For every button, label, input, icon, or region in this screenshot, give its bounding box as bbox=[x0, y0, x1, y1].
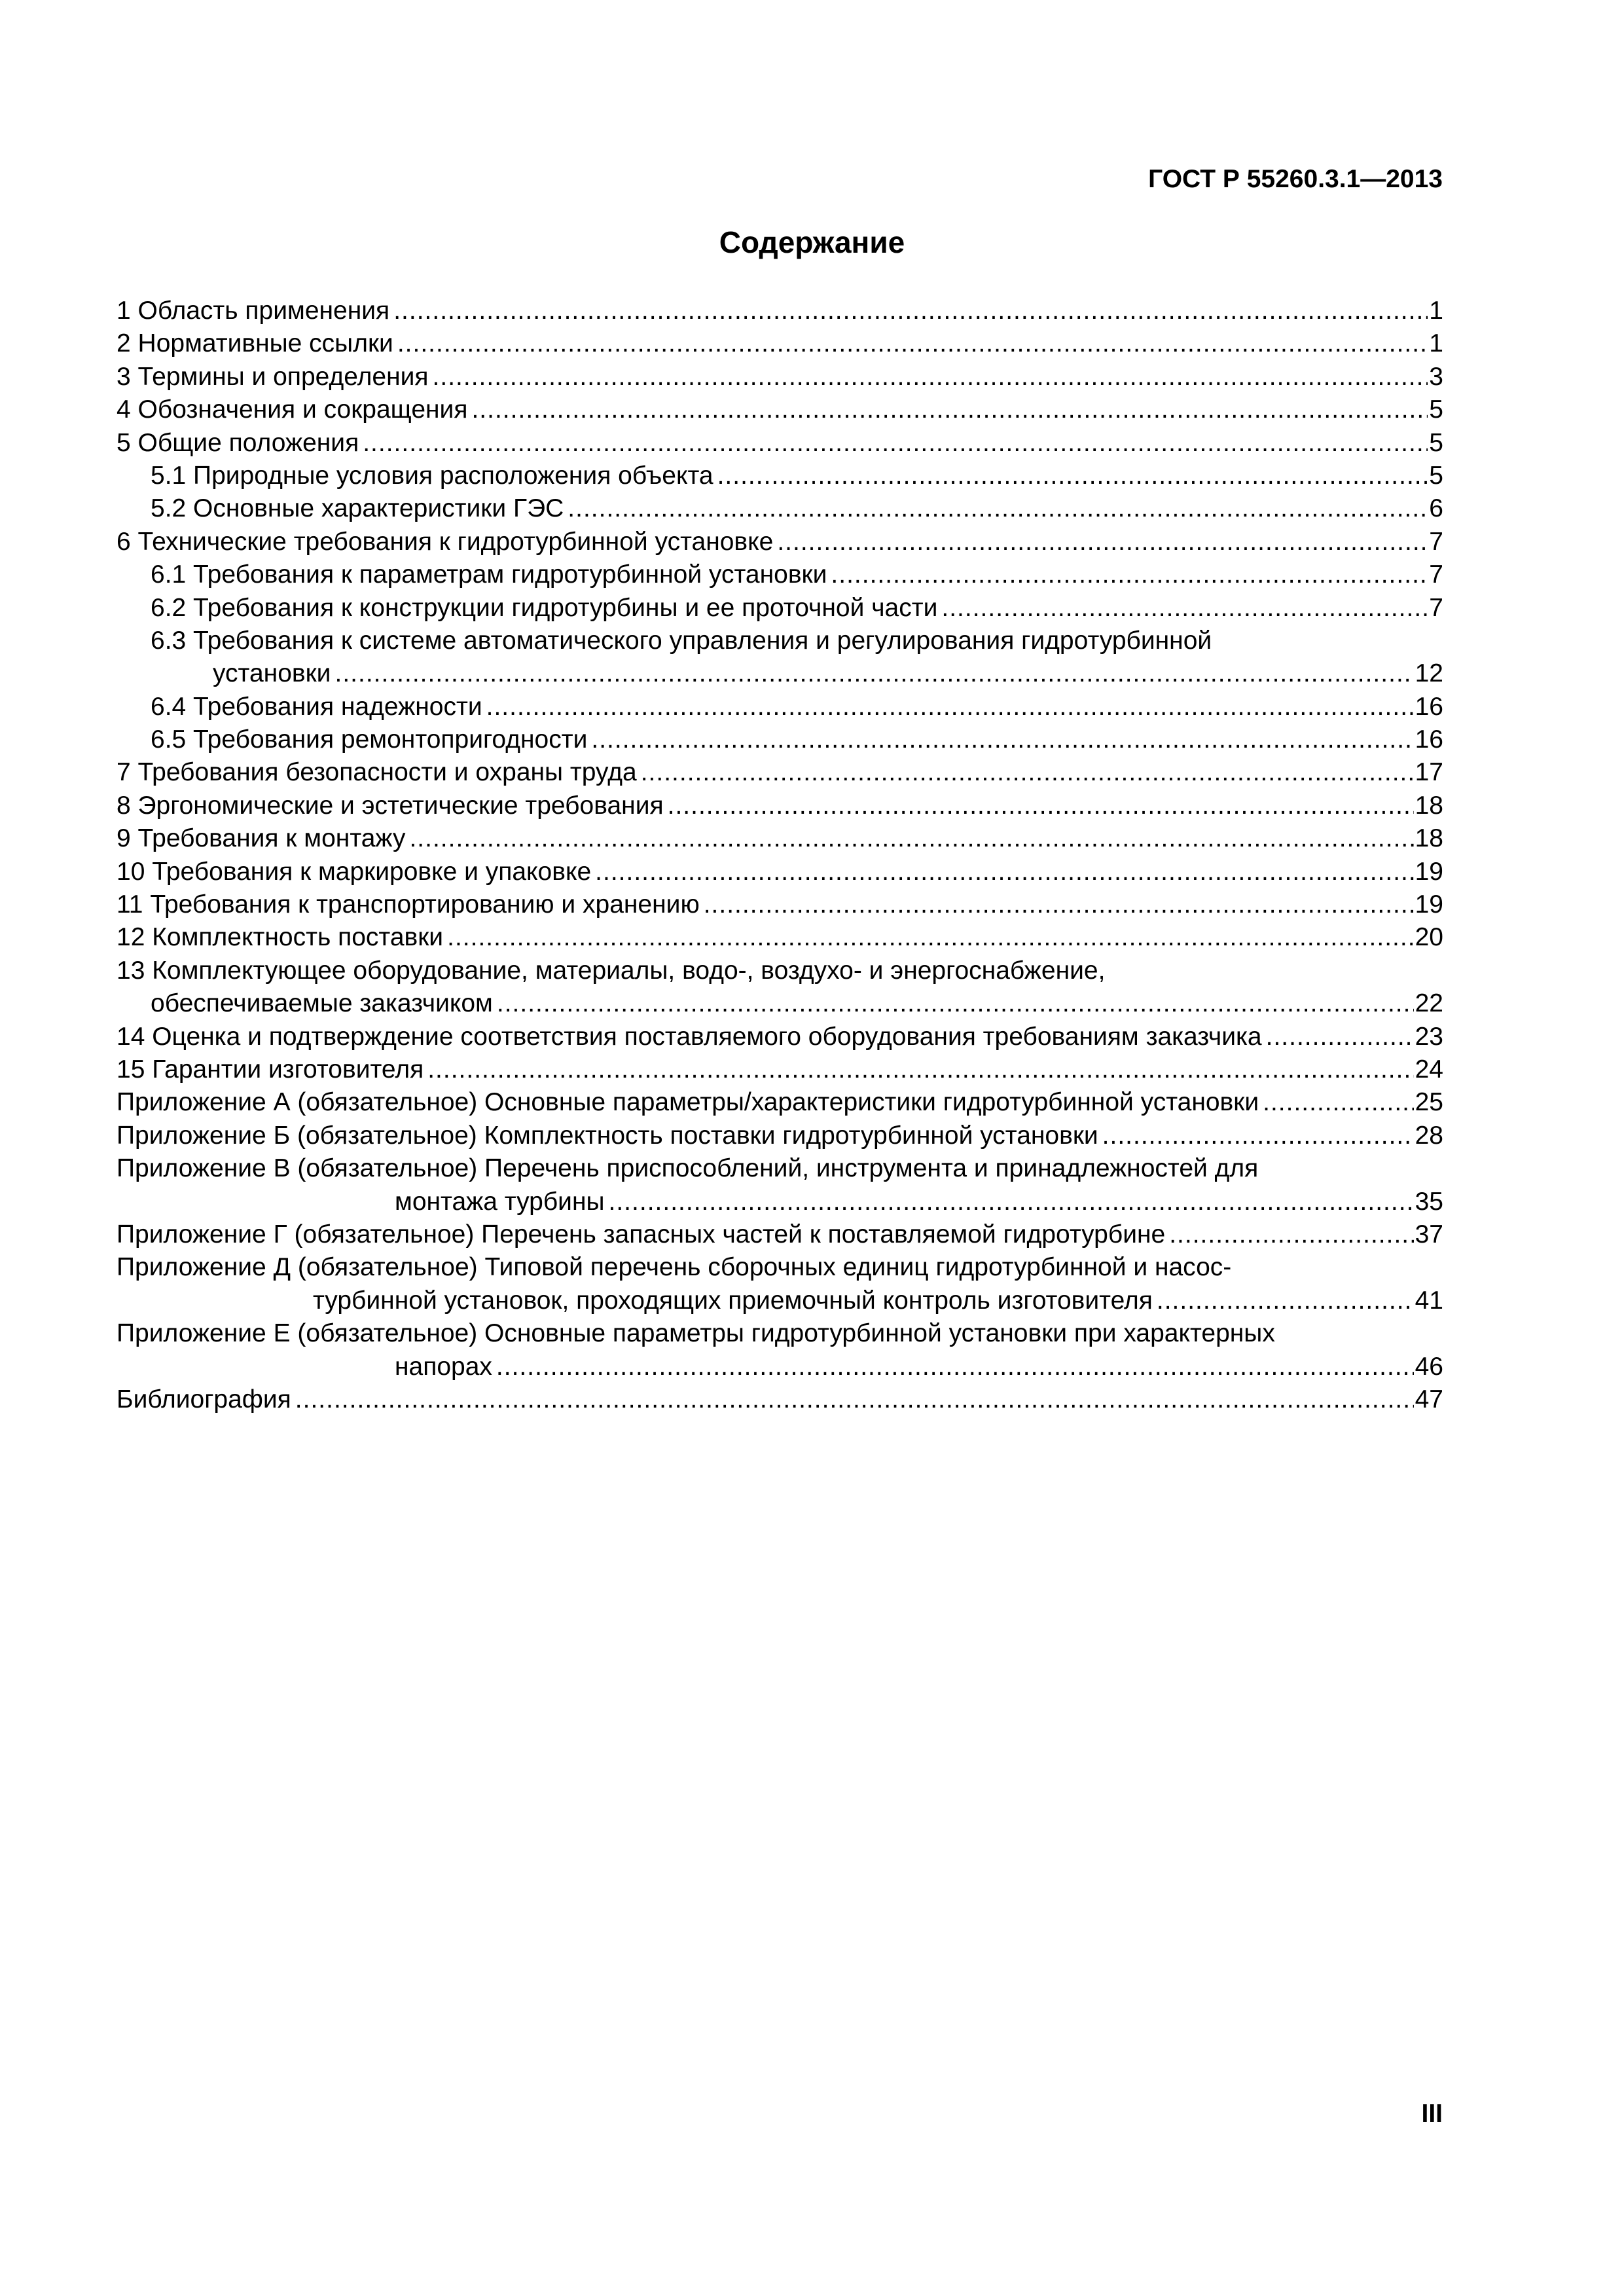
toc-entry-page: 1 bbox=[1429, 297, 1443, 325]
toc-entry-label-continued: монтажа турбины bbox=[395, 1187, 605, 1216]
leader-dots bbox=[497, 987, 1414, 1020]
toc-entry-page: 20 bbox=[1415, 923, 1443, 952]
toc-entry-label: 6.4 Требования надежности bbox=[151, 692, 482, 721]
table-of-contents bbox=[117, 295, 1443, 1416]
toc-entry-page: 5 bbox=[1429, 461, 1443, 490]
toc-entry-6[interactable] bbox=[117, 526, 1443, 558]
leader-dots bbox=[568, 492, 1428, 525]
toc-entry-11[interactable] bbox=[117, 888, 1443, 921]
leader-dots bbox=[595, 856, 1413, 888]
leader-dots bbox=[433, 361, 1428, 393]
leader-dots bbox=[941, 592, 1428, 625]
toc-entry-page: 47 bbox=[1415, 1385, 1443, 1413]
toc-entry-8[interactable] bbox=[117, 790, 1443, 822]
toc-entry-label: 10 Требования к маркировке и упаковке bbox=[117, 857, 592, 886]
toc-entry-label: Приложение Е (обязательное) Основные параметры гидротурбинной установки при характерных bbox=[117, 1319, 1275, 1348]
leader-dots bbox=[668, 790, 1414, 822]
leader-dots bbox=[591, 723, 1413, 756]
toc-entry-page: 6 bbox=[1429, 494, 1443, 523]
toc-entry-9[interactable] bbox=[117, 822, 1443, 855]
page-number: III bbox=[1421, 2100, 1443, 2128]
toc-entry-14[interactable] bbox=[117, 1021, 1443, 1053]
toc-entry-page: 1 bbox=[1429, 329, 1443, 358]
leader-dots bbox=[717, 460, 1428, 492]
toc-entry-6-5[interactable] bbox=[117, 723, 1443, 756]
toc-entry-page: 19 bbox=[1415, 890, 1443, 919]
toc-entry-page: 16 bbox=[1415, 725, 1443, 754]
toc-entry-label: Библиография bbox=[117, 1385, 291, 1413]
toc-entry-label: 6.5 Требования ремонтопригодности bbox=[151, 725, 588, 754]
toc-entry-page: 46 bbox=[1415, 1352, 1443, 1381]
toc-entry-6-3[interactable] bbox=[117, 625, 1443, 691]
toc-entry-label: 5.2 Основные характеристики ГЭС bbox=[151, 494, 564, 523]
toc-entry-label: Приложение А (обязательное) Основные параметры/характеристики гидротурбинной установки bbox=[117, 1088, 1259, 1117]
toc-entry-page: 12 bbox=[1415, 659, 1443, 688]
leader-dots bbox=[363, 427, 1428, 460]
toc-entry-page: 5 bbox=[1429, 428, 1443, 457]
toc-entry-appendix-a[interactable] bbox=[117, 1086, 1443, 1119]
leader-dots bbox=[471, 393, 1428, 426]
toc-entry-label: 6.2 Требования к конструкции гидротурбины и ее проточной части bbox=[151, 593, 938, 622]
leader-dots bbox=[295, 1383, 1414, 1416]
toc-entry-label: 15 Гарантии изготовителя bbox=[117, 1055, 424, 1084]
toc-entry-appendix-e[interactable] bbox=[117, 1317, 1443, 1383]
toc-entry-7[interactable] bbox=[117, 756, 1443, 789]
leader-dots bbox=[1169, 1218, 1413, 1251]
toc-entry-label: Приложение Г (обязательное) Перечень запасных частей к поставляемой гидротурбине bbox=[117, 1220, 1166, 1248]
toc-entry-page: 35 bbox=[1415, 1187, 1443, 1216]
toc-entry-5-2[interactable] bbox=[117, 492, 1443, 525]
toc-entry-label: Приложение Б (обязательное) Комплектность поставки гидротурбинной установки bbox=[117, 1121, 1098, 1150]
toc-entry-page: 17 bbox=[1415, 758, 1443, 787]
toc-entry-page: 24 bbox=[1415, 1055, 1443, 1084]
toc-entry-page: 18 bbox=[1415, 791, 1443, 820]
toc-entry-15[interactable] bbox=[117, 1053, 1443, 1086]
toc-entry-page: 25 bbox=[1415, 1088, 1443, 1117]
leader-dots bbox=[641, 756, 1414, 789]
toc-title: Содержание bbox=[719, 225, 905, 259]
toc-entry-page: 28 bbox=[1415, 1121, 1443, 1150]
toc-entry-label: 6 Технические требования к гидротурбинной установке bbox=[117, 527, 774, 556]
toc-entry-label: 4 Обозначения и сокращения bbox=[117, 395, 468, 424]
toc-entry-2[interactable] bbox=[117, 327, 1443, 360]
toc-entry-page: 22 bbox=[1415, 989, 1443, 1018]
toc-entry-label-continued: турбинной установок, проходящих приемочный контроль изготовителя bbox=[313, 1286, 1153, 1315]
toc-entry-page: 3 bbox=[1429, 362, 1443, 391]
toc-entry-13[interactable] bbox=[117, 955, 1443, 1021]
toc-entry-label-continued: установки bbox=[213, 659, 331, 688]
toc-entry-label: 5.1 Природные условия расположения объекта bbox=[151, 461, 713, 490]
toc-entry-4[interactable] bbox=[117, 393, 1443, 426]
leader-dots bbox=[486, 691, 1414, 723]
toc-entry-label: 7 Требования безопасности и охраны труда bbox=[117, 758, 637, 787]
toc-entry-label: 5 Общие положения bbox=[117, 428, 359, 457]
toc-entry-6-2[interactable] bbox=[117, 592, 1443, 625]
leader-dots bbox=[609, 1186, 1414, 1218]
leader-dots bbox=[447, 921, 1414, 954]
toc-entry-label: 12 Комплектность поставки bbox=[117, 923, 444, 952]
leader-dots bbox=[704, 888, 1414, 921]
leader-dots bbox=[831, 558, 1428, 591]
toc-entry-page: 5 bbox=[1429, 395, 1443, 424]
toc-entry-page: 37 bbox=[1415, 1220, 1443, 1248]
toc-entry-page: 23 bbox=[1415, 1022, 1443, 1051]
toc-entry-6-1[interactable] bbox=[117, 558, 1443, 591]
toc-entry-page: 7 bbox=[1429, 593, 1443, 622]
leader-dots bbox=[393, 295, 1428, 327]
toc-entry-label: 2 Нормативные ссылки bbox=[117, 329, 393, 358]
toc-entry-5-1[interactable] bbox=[117, 460, 1443, 492]
toc-entry-label: 6.1 Требования к параметрам гидротурбинной установки bbox=[151, 560, 827, 589]
toc-entry-3[interactable] bbox=[117, 361, 1443, 393]
toc-entry-bibliography[interactable] bbox=[117, 1383, 1443, 1416]
leader-dots bbox=[334, 657, 1413, 690]
toc-entry-label: 1 Область применения bbox=[117, 297, 390, 325]
toc-entry-page: 16 bbox=[1415, 692, 1443, 721]
toc-entry-label: 11 Требования к транспортированию и хранению bbox=[117, 890, 700, 919]
leader-dots bbox=[1102, 1120, 1414, 1152]
toc-entry-page: 41 bbox=[1415, 1286, 1443, 1315]
toc-entry-label: 14 Оценка и подтверждение соответствия поставляемого оборудования требованиям заказчика bbox=[117, 1022, 1262, 1051]
toc-entry-label: 8 Эргономические и эстетические требования bbox=[117, 791, 664, 820]
toc-entry-label: 13 Комплектующее оборудование, материалы, водо-, воздухо- и энергоснабжение, bbox=[117, 956, 1106, 985]
toc-entry-appendix-v[interactable] bbox=[117, 1152, 1443, 1218]
leader-dots bbox=[397, 327, 1428, 360]
toc-entry-page: 7 bbox=[1429, 527, 1443, 556]
document-code: ГОСТ Р 55260.3.1—2013 bbox=[1148, 165, 1443, 193]
toc-entry-1[interactable] bbox=[117, 295, 1443, 327]
toc-entry-label: Приложение В (обязательное) Перечень приспособлений, инструмента и принадлежностей для bbox=[117, 1154, 1259, 1183]
toc-entry-page: 7 bbox=[1429, 560, 1443, 589]
toc-entry-5[interactable] bbox=[117, 427, 1443, 460]
leader-dots bbox=[1263, 1086, 1413, 1119]
toc-entry-label: 3 Термины и определения bbox=[117, 362, 429, 391]
toc-entry-page: 18 bbox=[1415, 824, 1443, 853]
toc-entry-12[interactable] bbox=[117, 921, 1443, 954]
leader-dots bbox=[1157, 1285, 1414, 1317]
leader-dots bbox=[1266, 1021, 1414, 1053]
toc-entry-10[interactable] bbox=[117, 856, 1443, 888]
toc-entry-label-continued: напорах bbox=[395, 1352, 492, 1381]
toc-entry-label: 6.3 Требования к системе автоматического управления и регулирования гидротурбинной bbox=[151, 626, 1212, 655]
leader-dots bbox=[409, 822, 1413, 855]
toc-entry-6-4[interactable] bbox=[117, 691, 1443, 723]
toc-entry-label-continued: обеспечиваемые заказчиком bbox=[151, 989, 493, 1018]
toc-entry-appendix-d[interactable] bbox=[117, 1251, 1443, 1317]
toc-entry-label: Приложение Д (обязательное) Типовой перечень сборочных единиц гидротурбинной и насос- bbox=[117, 1253, 1232, 1282]
leader-dots bbox=[496, 1351, 1414, 1383]
toc-entry-appendix-g[interactable] bbox=[117, 1218, 1443, 1251]
toc-entry-appendix-b[interactable] bbox=[117, 1120, 1443, 1152]
toc-entry-label: 9 Требования к монтажу bbox=[117, 824, 406, 853]
leader-dots bbox=[427, 1053, 1413, 1086]
leader-dots bbox=[777, 526, 1428, 558]
toc-entry-page: 19 bbox=[1415, 857, 1443, 886]
